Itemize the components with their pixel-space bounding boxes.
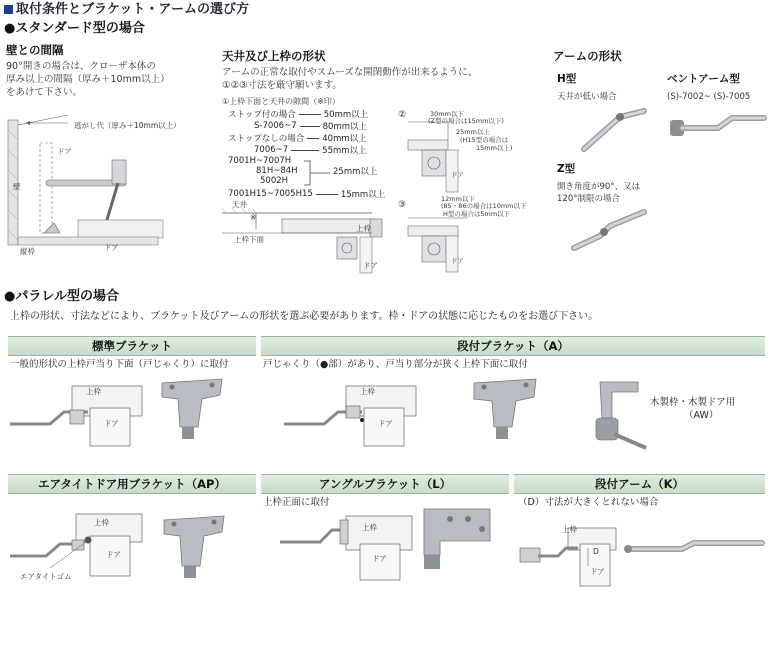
angle-door: ドア bbox=[372, 554, 387, 563]
diag1-frame: 上枠 bbox=[356, 224, 371, 233]
step-bracket-frame: 上枠 bbox=[360, 387, 375, 396]
h-arm-image bbox=[580, 105, 650, 155]
ceiling-group-label-2: 81H~84H bbox=[256, 166, 298, 176]
diag2-l5: 15mm以上) bbox=[476, 144, 513, 152]
airtight-rubber: エアタイトゴム bbox=[20, 572, 72, 581]
ceiling-rule-1: ①上枠下面と天井の隙間（※印） bbox=[222, 97, 340, 106]
airtight-bar: エアタイトドア用ブラケット（AP） bbox=[8, 474, 256, 494]
standard-bracket-bar: 標準ブラケット bbox=[8, 336, 256, 356]
standard-bracket-frame: 上枠 bbox=[86, 387, 101, 396]
title-square-icon bbox=[4, 5, 13, 14]
step-bracket-door: ドア bbox=[378, 419, 393, 428]
angle-bracket-image bbox=[410, 505, 495, 580]
diag3-number: ③ bbox=[398, 200, 407, 210]
diag1-ceiling-label: 天井 bbox=[232, 200, 247, 209]
ceiling-group-label-3: 5002H bbox=[260, 176, 289, 186]
step-bracket-desc: 戸じゃくり（●部）があり、戸当り部分が狭く上枠下面に取付 bbox=[263, 359, 528, 370]
diag3-l3: H型の場合は5mm以下 bbox=[443, 210, 511, 218]
ceiling-row-last: 7001H15~7005H15 15mm以上 bbox=[228, 189, 386, 200]
arm-z-desc-2: 120°制限の場合 bbox=[557, 194, 620, 204]
angle-frame: 上枠 bbox=[362, 523, 377, 532]
airtight-bracket-image bbox=[160, 512, 235, 587]
diag1-door: ドア bbox=[363, 261, 378, 270]
diag2-l3: 25mm以上 bbox=[456, 128, 490, 136]
ceiling-group-label-1: 7001H~7007H bbox=[228, 156, 292, 166]
wall-frame-label: 縦枠 bbox=[20, 247, 35, 256]
airtight-frame: 上枠 bbox=[94, 518, 109, 527]
ceiling-group-value: 25mm以上 bbox=[333, 167, 378, 177]
page-title: 取付条件とブラケット・アームの選び方 bbox=[4, 3, 249, 18]
angle-diagram bbox=[280, 512, 420, 582]
wall-desc-2: 厚み以上の間隔（厚み＋10mm以上） bbox=[6, 74, 170, 85]
airtight-diagram bbox=[10, 510, 150, 580]
wood-label-2: （AW） bbox=[684, 410, 719, 421]
diag3-l1: 12mm以下 bbox=[441, 195, 475, 203]
wall-title: 壁との間隔 bbox=[6, 43, 64, 57]
arm-h-name: H型 bbox=[557, 73, 577, 85]
diag2-door: ドア bbox=[451, 171, 464, 179]
angle-desc: 上枠正面に取付 bbox=[263, 497, 330, 508]
ceiling-row-4: 7006~7 55mm以上 bbox=[254, 145, 367, 156]
ceiling-desc-2: ①②③寸法を厳守願います。 bbox=[222, 80, 342, 91]
step-arm-d: D bbox=[593, 547, 599, 556]
ceiling-row-1: ストップ付の場合 50mm以上 bbox=[228, 110, 369, 120]
angle-bar: アングルブラケット（L） bbox=[261, 474, 509, 494]
z-arm-image bbox=[570, 208, 650, 253]
step-bracket-image bbox=[470, 375, 545, 445]
wood-bracket-image bbox=[590, 378, 650, 453]
step-arm-desc: （D）寸法が大きくとれない場合 bbox=[518, 497, 659, 508]
arm-title: アームの形状 bbox=[553, 49, 622, 63]
ceiling-diagram-3 bbox=[398, 210, 548, 274]
wall-door-label: ドア bbox=[104, 243, 119, 252]
wood-label-1: 木製枠・木製ドア用 bbox=[650, 397, 736, 408]
parallel-desc: 上枠の形状、寸法などにより、ブラケット及びアームの形状を選ぶ必要があります。枠・ドアの状態に応じたものをお選び下さい。 bbox=[10, 311, 599, 322]
arm-z-name: Z型 bbox=[557, 163, 576, 175]
ceiling-group-brace bbox=[304, 158, 332, 188]
diag2-l2: (Z型の場合は15mm以下) bbox=[428, 117, 504, 125]
wall-label: 壁 bbox=[13, 182, 21, 191]
diag1-mark: ※ bbox=[250, 213, 257, 222]
wall-desc-1: 90°開きの場合は、クローザ本体の bbox=[6, 61, 156, 72]
wall-clearance-label: 逃がし代（厚み＋10mm以上） bbox=[74, 121, 181, 130]
ceiling-title: 天井及び上枠の形状 bbox=[222, 49, 326, 63]
standard-bracket-desc: 一般的形状の上枠戸当り下面（戸じゃくり）に取付 bbox=[10, 359, 229, 370]
arm-h-desc: 天井が低い場合 bbox=[557, 92, 617, 102]
diag3-door: ドア bbox=[451, 257, 464, 265]
step-arm-frame: 上枠 bbox=[562, 525, 577, 534]
diag2-number: ② bbox=[398, 110, 407, 120]
standard-bracket-image bbox=[158, 375, 228, 445]
step-arm-door: ドア bbox=[590, 567, 605, 576]
diag3-l2: (85・86の場合は10mm以下 bbox=[441, 202, 527, 210]
step-arm-image bbox=[622, 535, 767, 560]
ceiling-row-2: S-7006~7 80mm以上 bbox=[254, 121, 368, 132]
standard-bracket-diagram bbox=[10, 378, 150, 448]
vent-arm-image bbox=[668, 110, 768, 140]
wall-desc-3: をあけて下さい。 bbox=[6, 87, 83, 98]
diag1-frame-bottom: 上枠下面 bbox=[234, 235, 264, 244]
diag2-l4: (H15型の場合は bbox=[460, 136, 509, 144]
ceiling-desc-1: アームの正常な取付やスムーズな開閉動作が出来るように、 bbox=[222, 67, 478, 78]
step-bracket-diagram bbox=[284, 378, 424, 448]
parallel-heading: ●パラレル型の場合 bbox=[4, 289, 120, 304]
arm-vent-desc: (S)-7002~ (S)-7005 bbox=[667, 92, 751, 102]
diag2-l1: 30mm以下 bbox=[430, 110, 464, 118]
airtight-door: ドア bbox=[106, 550, 121, 559]
arm-z-desc-1: 開き角度が90°、又は bbox=[557, 182, 641, 192]
standard-bracket-door: ドア bbox=[104, 419, 119, 428]
standard-heading: ●スタンダード型の場合 bbox=[4, 21, 145, 36]
wall-door-vertical-label: ドア bbox=[57, 147, 72, 156]
step-bracket-bar: 段付ブラケット（A） bbox=[261, 336, 765, 356]
arm-vent-name: ベントアーム型 bbox=[667, 73, 740, 85]
ceiling-row-3: ストップなしの場合 40mm以上 bbox=[228, 134, 367, 144]
step-arm-bar: 段付アーム（K） bbox=[514, 474, 765, 494]
